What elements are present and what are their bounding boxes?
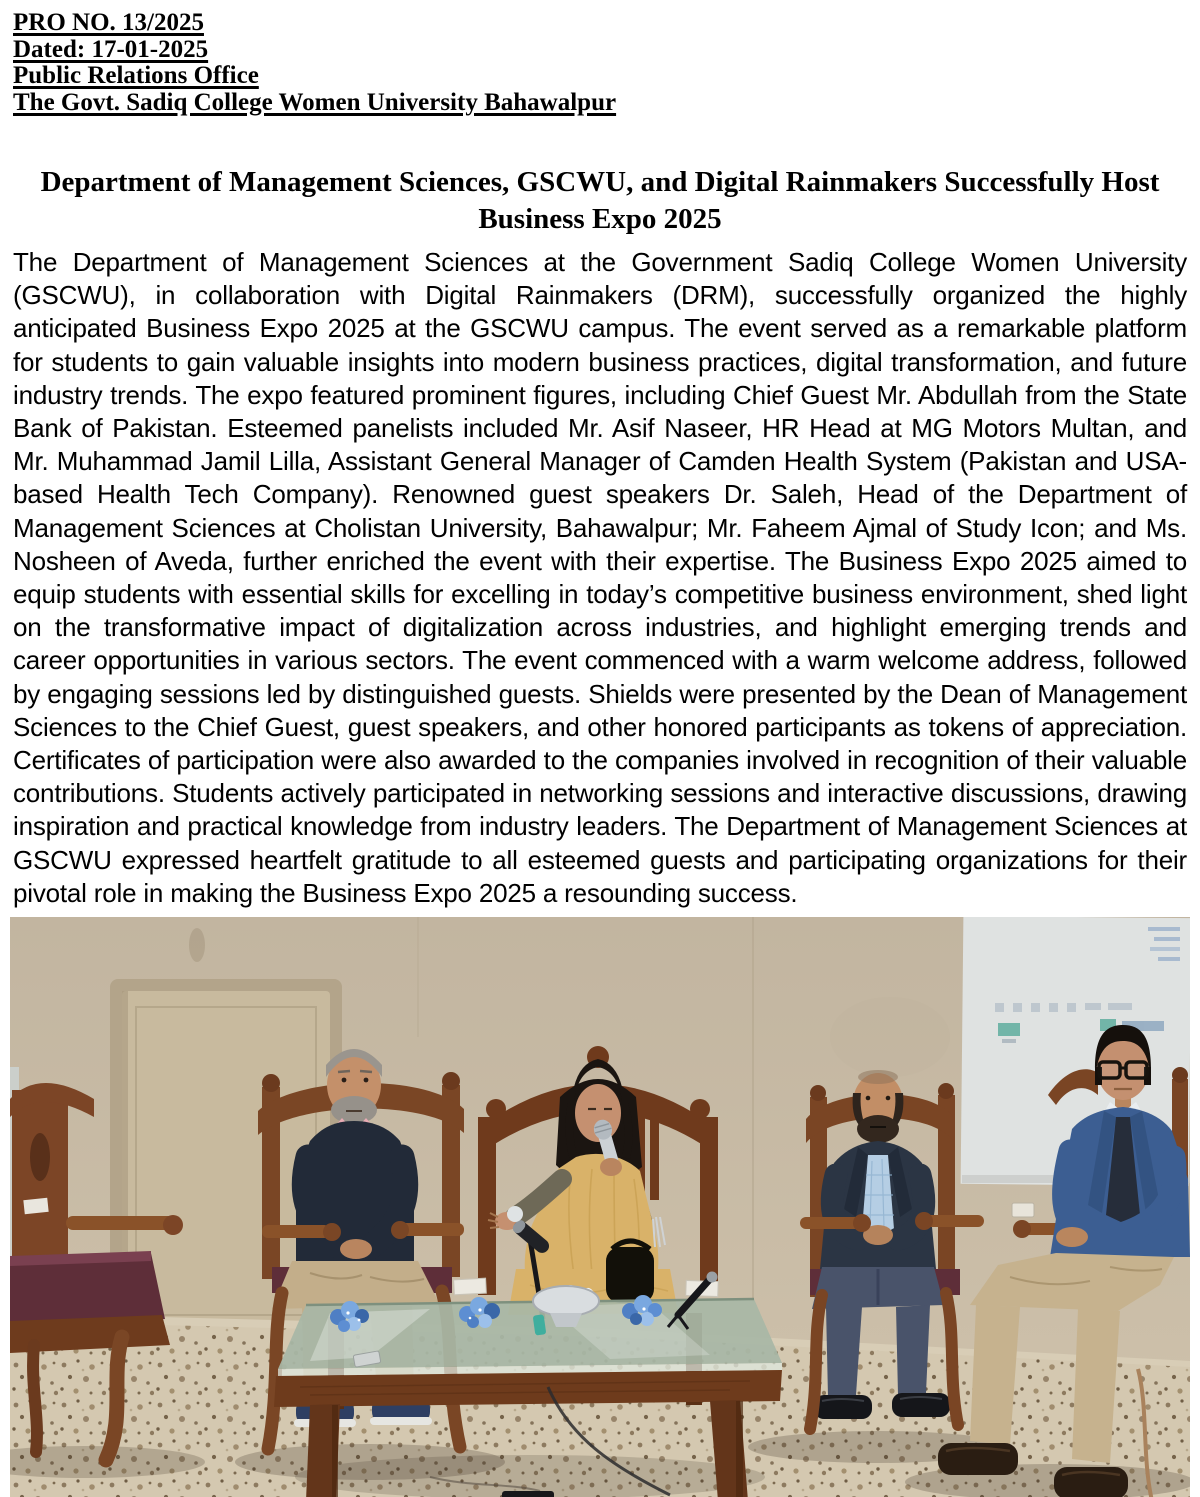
dark-beard [857, 1115, 899, 1143]
name-plate [454, 1278, 487, 1295]
press-release-text: The Department of Management Sciences at the Government Sadiq College Women University (GSCWU), in collaboration with Digital Rainmakers (DRM), successfully organized the highly anticipated Business Expo 2025 at the GSCWU campus. The event served as a remarkable platform for students to gain valuable insights into modern business practices, digital transformation, and future industry trends. The expo featured prominent figures, including Chief Guest Mr. Abdullah from the State Bank of Pakistan. Esteemed panelists included Mr. Asif Naseer, HR Head at MG Motors Multan, and Mr. Muhammad Jamil Lilla, Assistant General Manager of Camden Health System (Pakistan and USA-based Health Tech Company). Renowned guest speakers Dr. Saleh, Head of the Department of Management Sciences at Cholistan University, Bahawalpur; Mr. Faheem Ajmal of Study Icon; and Ms. Nosheen of Aveda, further enriched the event with their expertise. The Business Expo 2025 aimed to equip students with essential skills for excelling in today’s competitive business environment, shed light on the transformative impact of digitalization across industries, and highlight emerging trends and career opportunities in various sectors. The event commenced with a warm welcome address, followed by engaging sessions led by distinguished guests. Shields were presented by the Dean of Management Sciences to the Chief Guest, guest speakers, and other honored participants as tokens of appreciation. Certificates of participation were also awarded to the companies involved in recognition of their valuable contributions. Students actively participated in networking sessions and interactive discussions, drawing inspiration and practical knowledge from industry leaders. The Department of Management Sciences at GSCWU expressed heartfelt gratitude to all esteemed guests and participating organizations for their pivotal role in making the Business Expo 2025 a resounding success. [13, 247, 1187, 908]
event-photo [10, 917, 1190, 1497]
headline: Department of Management Sciences, GSCWU, and Digital Rainmakers Successfully Host Business Expo 2025 [40, 166, 1160, 235]
pro-number: PRO NO. 13/2025 [13, 9, 204, 36]
paper-card [23, 1198, 48, 1214]
document-header [13, 10, 1187, 116]
table-apron [274, 1370, 782, 1407]
date-line: Dated: 17-01-2025 [13, 35, 209, 63]
event-photo-illustration [10, 917, 1190, 1497]
wall-switch-plate [1012, 1203, 1034, 1217]
university-line: The Govt. Sadiq College Women University Bahawalpur [13, 88, 617, 116]
office-line: Public Relations Office [13, 62, 259, 89]
remote-on-carpet [502, 1491, 554, 1497]
